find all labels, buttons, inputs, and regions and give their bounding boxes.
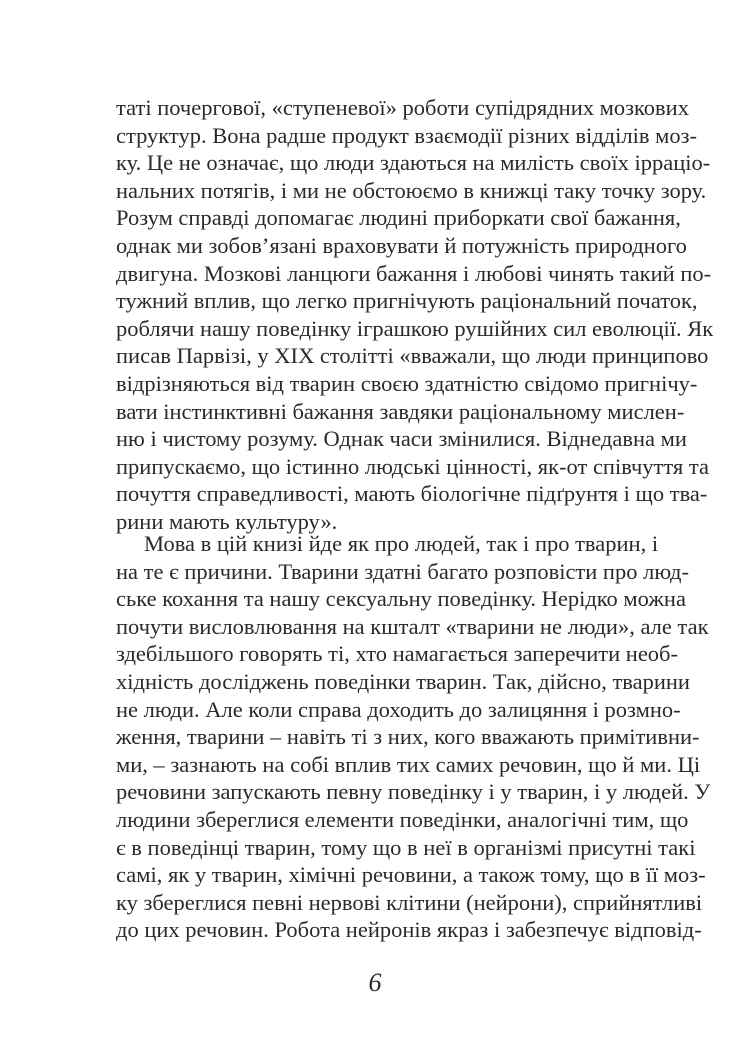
- text-line: Мова в цій книзі йде як про людей, так і про тварин, і: [144, 531, 659, 556]
- text-line: роблячи нашу поведінку іграшкою рушійних сил еволюції. Як: [116, 315, 714, 341]
- text-line: не люди. Але коли справа доходить до залицяння і розмно-: [116, 696, 681, 722]
- text-line: хідність досліджень поведінки тварин. Так, дійсно, тварини: [116, 668, 690, 694]
- text-line: ми, – зазнають на собі вплив тих самих речовин, що й ми. Ці: [116, 751, 701, 777]
- text-line: нальних потягів, і ми не обстоюємо в книжці таку точку зору.: [116, 177, 707, 203]
- text-line: Розум справді допомагає людині приборкати свої бажання,: [116, 205, 681, 231]
- text-line: до цих речовин. Робота нейронів якраз і забезпечує відповід-: [116, 917, 702, 943]
- paragraph-1: [116, 94, 714, 536]
- text-line: речовини запускають певну поведінку і у тварин, і у людей. У: [116, 779, 711, 805]
- text-line: людини збереглися елементи поведінки, аналогічні тим, що: [116, 806, 689, 832]
- text-line: відрізняються від тварин своєю здатністю свідомо пригнічу-: [116, 370, 698, 396]
- text-line: вати інстинктивні бажання завдяки раціональному мислен-: [116, 398, 685, 424]
- text-line: здебільшого говорять ті, хто намагається заперечити необ-: [116, 641, 678, 667]
- text-line: почути висловлювання на кшталт «тварини не люди», але так: [116, 613, 709, 639]
- text-line: рини мають культуру».: [116, 508, 338, 534]
- page-number: 6: [368, 968, 382, 997]
- text-line: припускаємо, що істинно людські цінності, як-от співчуття та: [116, 453, 709, 479]
- text-line: ку збереглися певні нервові клітини (нейрони), сприйнятливі: [116, 889, 703, 915]
- paragraph-2: [116, 530, 711, 944]
- text-line: двигуна. Мозкові ланцюги бажання і любові чинять такий по-: [116, 260, 712, 286]
- text-line: ське кохання та нашу сексуальну поведінку. Нерідко можна: [116, 586, 686, 612]
- text-line: тужний вплив, що легко пригнічують раціональний початок,: [116, 288, 698, 314]
- text-line: почуття справедливості, мають біологічне підґрунтя і що тва-: [116, 481, 708, 507]
- text-line: однак ми зобов’язані враховувати й потужність природного: [116, 232, 687, 258]
- text-line: ню і чистому розуму. Однак часи змінилися. Віднедавна ми: [116, 426, 687, 452]
- text-line: писав Парвізі, у XIX столітті «вважали, що люди принципово: [116, 343, 709, 369]
- text-line: самі, як у тварин, хімічні речовини, а також тому, що в її моз-: [116, 862, 706, 888]
- text-line: ку. Це не означає, що люди здаються на милість своїх ірраціо-: [116, 150, 711, 176]
- text-line: структур. Вона радше продукт взаємодії різних відділів моз-: [116, 122, 697, 148]
- text-line: є в поведінці тварин, тому що в неї в організмі присутні такі: [116, 834, 696, 860]
- text-line: ження, тварини – навіть ті з них, кого вважають примітивни-: [116, 724, 700, 750]
- text-line: на те є причини. Тварини здатні багато розповісти про люд-: [116, 558, 689, 584]
- text-line: таті почергової, «ступеневої» роботи супідрядних мозкових: [116, 95, 689, 120]
